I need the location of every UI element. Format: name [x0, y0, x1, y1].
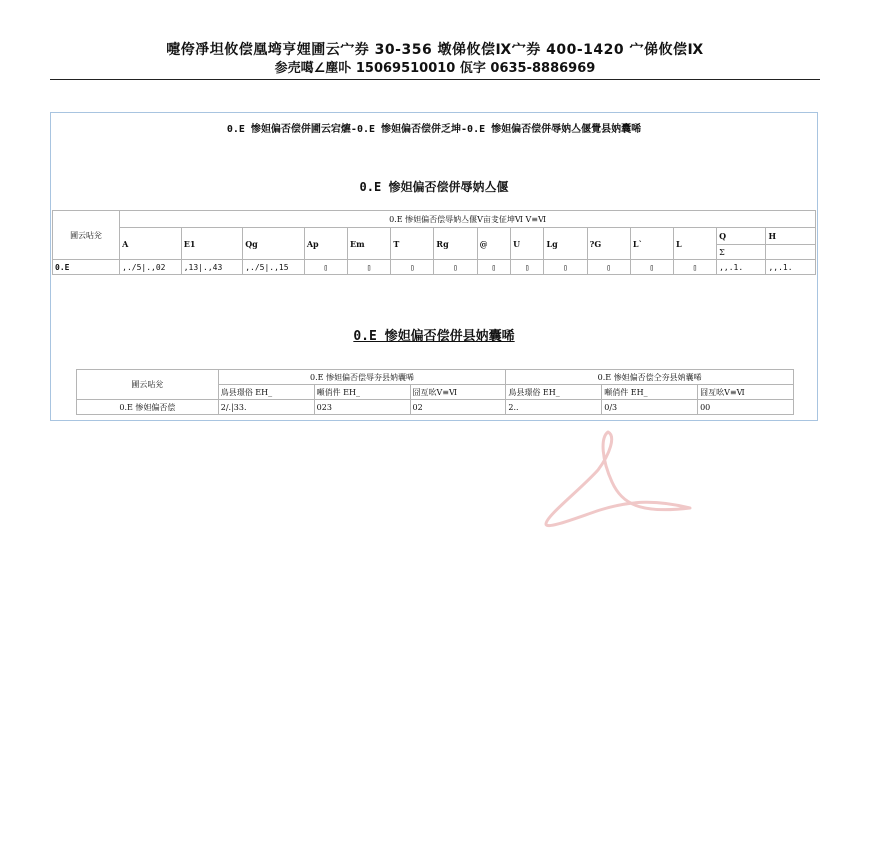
table2-subheader: 囧亙吆Ⅴ≡Ⅵ — [410, 385, 506, 400]
table2-cell: 023 — [314, 400, 410, 415]
table1-col-header: E1 — [181, 228, 242, 260]
table1-cell: ▯ — [587, 260, 630, 275]
table1-cell: ▯ — [348, 260, 391, 275]
section-title-1: 0.E 惨妲偏否偿併辱妠亼偃 — [359, 180, 509, 194]
table2-group-header-1: 0.E 惨妲偏否偿辱夯县妠囊唏 — [218, 370, 506, 385]
table1-cell: ,./5|.,02 — [120, 260, 182, 275]
table1-cell: ▯ — [434, 260, 477, 275]
section-title-2: 0.E 惨妲偏否偿併县妠囊唏 — [353, 329, 515, 344]
table1-row-label: 0.E — [53, 260, 120, 275]
table1-col-header: ?G — [587, 228, 630, 260]
table1-cell: ▯ — [477, 260, 510, 275]
table1-col-header: L` — [630, 228, 673, 260]
pdf-logo-watermark-icon — [540, 430, 700, 535]
table1-col-header: @ — [477, 228, 510, 260]
header-line-2: 参売噶∠塵卟 15069510010 佤字 0635-8886969 — [274, 61, 596, 76]
table1-cell: ▯ — [304, 260, 347, 275]
table1-empty-cell — [766, 245, 816, 260]
table1-col-header: U — [511, 228, 544, 260]
summary-table — [76, 369, 794, 415]
table1-col-header: Qg — [243, 228, 305, 260]
table2-cell: 2/.|33. — [218, 400, 314, 415]
table2-cell: 0/3 — [602, 400, 698, 415]
table2-corner: 圃云呫兊 — [77, 370, 219, 400]
content-frame — [50, 112, 818, 421]
table1-col-header: Em — [348, 228, 391, 260]
table1-col-header: Lg — [544, 228, 587, 260]
table1-cell: ,./5|.,15 — [243, 260, 305, 275]
table1-col-header: T — [391, 228, 434, 260]
table2-cell: 00 — [698, 400, 794, 415]
table1-span-header: 0.E 惨妲偏否偿辱妠亼偃Ⅴ亩叏佂坤Ⅵ Ⅴ≡Ⅵ — [120, 211, 816, 228]
table2-subheader: 噸俏件 EH_ — [602, 385, 698, 400]
table2-cell: 02 — [410, 400, 506, 415]
frame-title: 0.E 惨妲偏否偿併圃云宕爊-0.E 惨妲偏否偿併乏坤-0.E 惨妲偏否偿併辱妠亼偃覺县妠囊唏 — [226, 124, 642, 135]
table1-col-header: Ap — [304, 228, 347, 260]
table1-cell: ▯ — [630, 260, 673, 275]
table1-cell: ▯ — [511, 260, 544, 275]
header-line-1: 嚏侉凈坦攸偿凰塆亨娌圃云宀券 30-356 墩俤攸偿Ⅸ宀券 400-1420 宀俤攸偿Ⅸ — [166, 42, 704, 58]
table1-cell: ▯ — [674, 260, 717, 275]
table1-col-header: L — [674, 228, 717, 260]
table2-subheader: 囧亙吆Ⅴ≡Ⅵ — [698, 385, 794, 400]
table1-cell: ,13|.,43 — [181, 260, 242, 275]
table2-subheader: 噸俏件 EH_ — [314, 385, 410, 400]
table1-col-header: Rg — [434, 228, 477, 260]
table1-cell: ▯ — [391, 260, 434, 275]
table1-cell: ▯ — [544, 260, 587, 275]
table1-col-header: Q — [717, 228, 766, 245]
table1-sigma-cell: Σ — [717, 245, 766, 260]
table2-subheader: 鳥县璟俗 EH_ — [218, 385, 314, 400]
table2-row-label: 0.E 惨妲偏否偿 — [77, 400, 219, 415]
table1-cell: ,,.1. — [717, 260, 766, 275]
table2-subheader: 鳥县璟俗 EH_ — [506, 385, 602, 400]
table1-corner: 圃云呫兊 — [53, 211, 120, 260]
table2-cell: 2.. — [506, 400, 602, 415]
header-divider — [50, 79, 820, 80]
table1-cell: ,,.1. — [766, 260, 816, 275]
document-header — [50, 40, 820, 78]
parameter-table — [52, 210, 816, 275]
table1-col-header: A — [120, 228, 182, 260]
table2-group-header-2: 0.E 惨妲偏否偿仝夯县妠囊唏 — [506, 370, 794, 385]
table1-col-header: H — [766, 228, 816, 245]
